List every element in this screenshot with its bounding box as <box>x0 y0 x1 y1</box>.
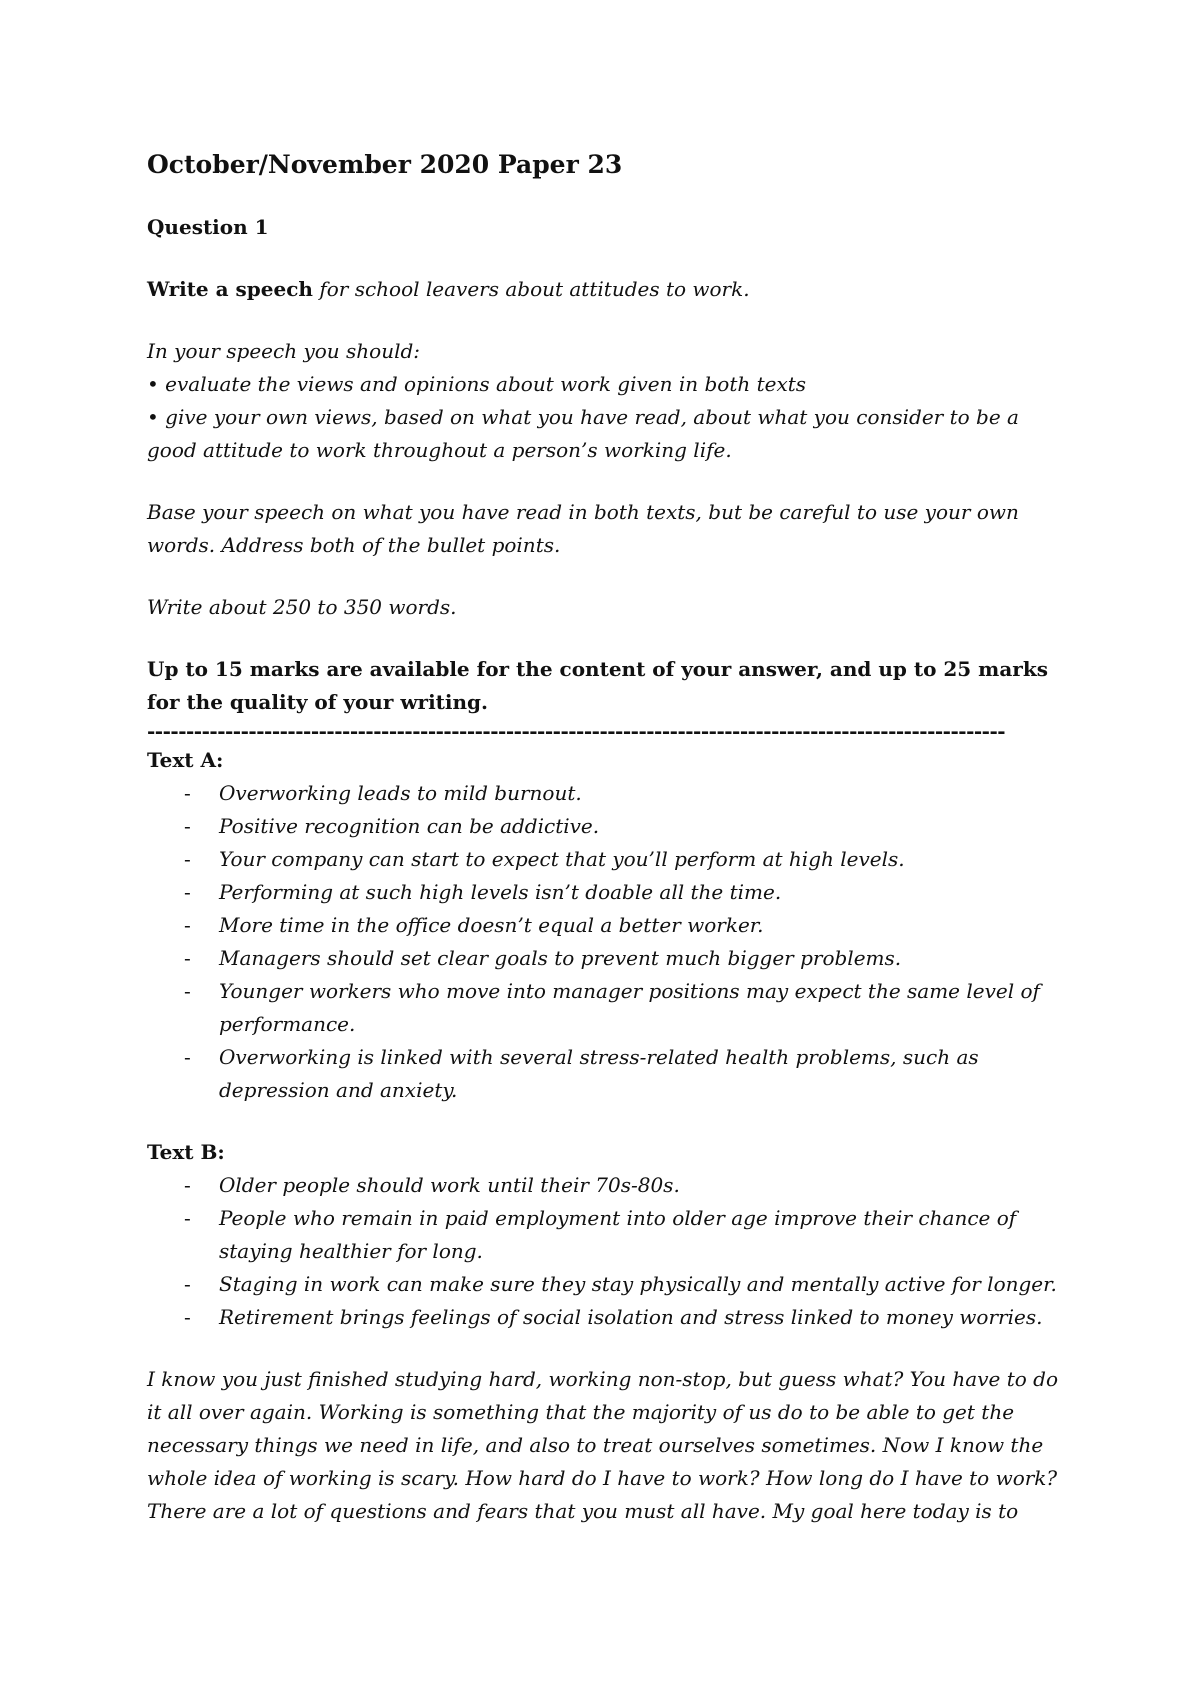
list-item <box>184 1301 1067 1334</box>
list-item <box>184 876 1067 909</box>
dash-marker: - <box>184 946 191 970</box>
base-note: Base your speech on what you have read in both texts, but be careful to use your own words. Address both of the bullet points. <box>147 500 1019 557</box>
list-item <box>184 843 1067 876</box>
dash-marker: - <box>184 1045 191 1069</box>
list-item-text: Younger workers who move into manager positions may expect the same level of performance. <box>219 979 1040 1036</box>
list-item <box>184 909 1067 942</box>
task-rest: for school leavers about attitudes to work. <box>312 277 750 301</box>
dash-marker: - <box>184 979 191 1003</box>
list-item <box>184 810 1067 843</box>
list-item-text: People who remain in paid employment into older age improve their chance of staying healthier for long. <box>219 1206 1017 1263</box>
dash-marker: - <box>184 880 191 904</box>
list-item <box>184 975 1067 1041</box>
document-page <box>147 148 1067 1528</box>
spacer <box>147 1107 1067 1136</box>
dash-marker: - <box>184 781 191 805</box>
word-count-note: Write about 250 to 350 words. <box>147 595 457 619</box>
list-item <box>184 942 1067 975</box>
list-item-text: Overworking leads to mild burnout. <box>219 781 582 805</box>
dash-marker: - <box>184 847 191 871</box>
list-item <box>184 1268 1067 1301</box>
list-item-text: Your company can start to expect that you’ll perform at high levels. <box>219 847 905 871</box>
list-item-text: Managers should set clear goals to prevent much bigger problems. <box>219 946 902 970</box>
text-b-heading: Text B: <box>147 1140 225 1164</box>
text-a-list <box>147 777 1067 1107</box>
list-item-text: Positive recognition can be addictive. <box>219 814 600 838</box>
spacer <box>147 624 1067 653</box>
marks-note: Up to 15 marks are available for the content of your answer, and up to 25 marks for the quality of your writing. <box>147 657 1048 714</box>
paper-title: October/November 2020 Paper 23 <box>147 150 623 179</box>
task-line <box>147 273 1067 306</box>
list-item-text: More time in the office doesn’t equal a better worker. <box>219 913 764 937</box>
question-heading: Question 1 <box>147 215 269 239</box>
instructions-bullet-list <box>147 368 1067 467</box>
list-item-text: Retirement brings feelings of social isolation and stress linked to money worries. <box>219 1305 1043 1329</box>
list-item-text: Overworking is linked with several stress-related health problems, such as depression and anxiety. <box>219 1045 979 1102</box>
text-a-heading: Text A: <box>147 748 224 772</box>
dashed-divider: -------------------------------------------------------------------------------------------------------------- <box>147 719 1006 743</box>
list-item <box>184 1202 1067 1268</box>
speech-opening: I know you just finished studying hard, working non-stop, but guess what? You have to do it all over again. Working is something that the majority of us do to be able to get the necessary things we need in life, and also to treat ourselves sometimes. Now I know the whole idea of working is scary. How hard do I have to work? How long do I have to work? There are a lot of questions and fears that you must all have. My goal here today is to <box>147 1367 1058 1523</box>
task-bold: Write a speech <box>147 277 313 301</box>
list-item-text: Performing at such high levels isn’t doable all the time. <box>219 880 782 904</box>
dash-marker: - <box>184 1173 191 1197</box>
list-item <box>184 1169 1067 1202</box>
instruction-bullet: • give your own views, based on what you have read, about what you consider to be a good attitude to work throughout a person’s working life. <box>147 405 1019 462</box>
spacer <box>147 562 1067 591</box>
text-b-list <box>147 1169 1067 1334</box>
spacer <box>147 182 1067 211</box>
dash-marker: - <box>184 814 191 838</box>
list-item-text: Older people should work until their 70s-80s. <box>219 1173 680 1197</box>
dash-marker: - <box>184 913 191 937</box>
instructions-intro: In your speech you should: <box>147 339 421 363</box>
dash-marker: - <box>184 1272 191 1296</box>
list-item <box>184 1041 1067 1107</box>
spacer <box>147 306 1067 335</box>
list-item-text: Staging in work can make sure they stay physically and mentally active for longer. <box>219 1272 1057 1296</box>
dash-marker: - <box>184 1305 191 1329</box>
spacer <box>147 467 1067 496</box>
spacer <box>147 244 1067 273</box>
list-item <box>184 777 1067 810</box>
dash-marker: - <box>184 1206 191 1230</box>
instruction-bullet: • evaluate the views and opinions about work given in both texts <box>147 372 807 396</box>
spacer <box>147 1334 1067 1363</box>
